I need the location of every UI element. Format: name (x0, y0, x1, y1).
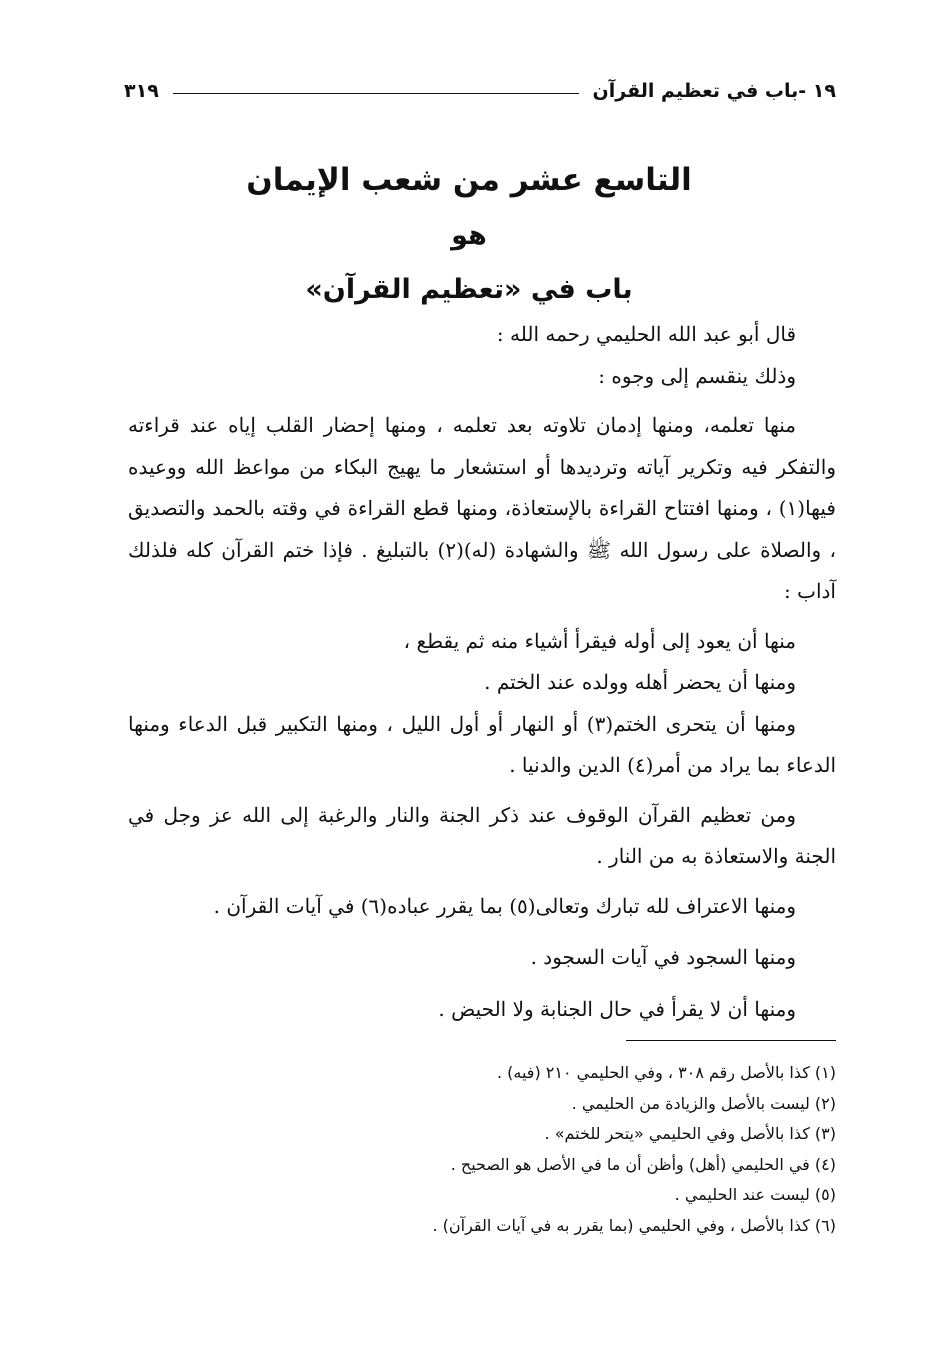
footnote: (٦) كذا بالأصل ، وفي الحليمي (بما يقرر به في آيات القرآن) . (432, 1215, 836, 1235)
page-number: ٣١٩ (124, 80, 159, 102)
section-titles (0, 150, 938, 318)
paragraph: وذلك ينقسم إلى وجوه : (598, 363, 796, 388)
paragraph: ومنها أن لا يقرأ في حال الجنابة ولا الحيض . (438, 996, 796, 1021)
paragraph: منها تعلمه، ومنها إدمان تلاوته بعد تعلمه ، ومنها إحضار القلب إياه عند قراءته والتفكر فيه وتكرير آياته وترديدها أو استشعار ما يهيج البكاء من مواعظ الله ووعيده فيها(١) ، ومنها افتتاح القراءة بالإستعاذة، ومنها قطع القراءة في وقته بالحمد والتصديق ، والصلاة على رسول الله ﷺ والشهادة (له)(٢) بالتبليغ . فإذا ختم القرآن كله فلذلك آداب : (128, 413, 836, 603)
footnote: (١) كذا بالأصل رقم ٣٠٨ ، وفي الحليمي ٢١٠ (فيه) . (496, 1063, 836, 1082)
main-text (128, 314, 836, 1030)
section-title: التاسع عشر من شعب الإيمان (246, 162, 692, 198)
footnote: (٥) ليست عند الحليمي . (674, 1185, 836, 1204)
paragraph: ومنها السجود في آيات السجود . (530, 945, 796, 969)
footnotes (128, 1058, 836, 1241)
footnote: (٢) ليست بالأصل والزيادة من الحليمي . (571, 1093, 836, 1113)
paragraph: منها أن يعود إلى أوله فيقرأ أشياء منه ثم يقطع ، (403, 628, 796, 653)
chapter-heading: باب في «تعظيم القرآن» (305, 274, 633, 305)
paragraph: قال أبو عبد الله الحليمي رحمه الله : (496, 322, 796, 346)
section-connector: هو (451, 220, 487, 251)
paragraph: ومنها أن يحضر أهله وولده عند الختم . (484, 670, 796, 694)
footnote-separator (626, 1040, 836, 1041)
paragraph: ومنها أن يتحرى الختم(٣) أو النهار أو أول الليل ، ومنها التكبير قبل الدعاء ومنها الدعاء بما يراد من أمر(٤) الدين والدنيا . (128, 711, 836, 777)
header-rule (173, 93, 579, 94)
footnote: (٤) في الحليمي (أهل) وأظن أن ما في الأصل هو الصحيح . (450, 1154, 836, 1174)
footnote: (٣) كذا بالأصل وفي الحليمي «يتحر للختم» . (544, 1124, 836, 1143)
running-header (124, 74, 836, 108)
paragraph: ومنها الاعتراف لله تبارك وتعالى(٥) بما يقرر عباده(٦) في آيات القرآن . (213, 893, 796, 918)
chapter-title: ١٩ -باب في تعظيم القرآن (592, 80, 836, 102)
paragraph: ومن تعظيم القرآن الوقوف عند ذكر الجنة والنار والرغبة إلى الله عز وجل في الجنة والاستعاذة به من النار . (128, 802, 836, 868)
